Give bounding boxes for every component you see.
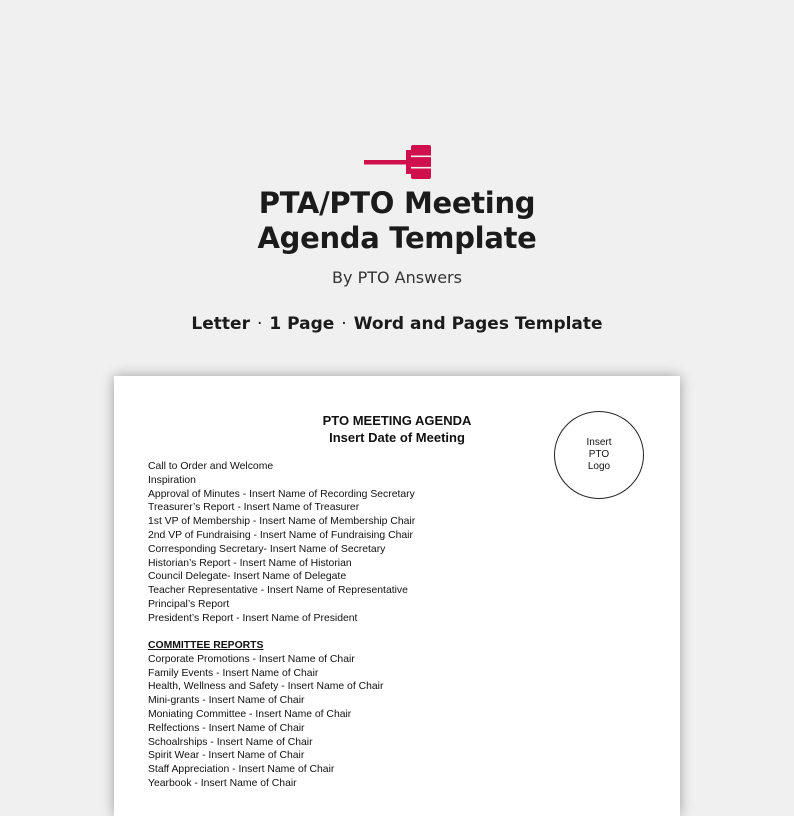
spec-format: Letter — [191, 314, 250, 334]
committee-item: Health, Wellness and Safety - Insert Name of Chair — [148, 681, 384, 693]
agenda-list — [148, 460, 415, 791]
committee-item: Moniating Committee - Insert Name of Chair — [148, 709, 352, 721]
committee-item: Spirit Wear - Insert Name of Chair — [148, 750, 305, 762]
byline: By PTO Answers — [332, 268, 462, 287]
committee-item: Relfections - Insert Name of Chair — [148, 722, 305, 734]
committee-item: Mini-grants - Insert Name of Chair — [148, 695, 305, 707]
committee-item: Schoalrships - Insert Name of Chair — [148, 736, 313, 748]
title-line-1: PTA/PTO Meeting — [258, 186, 536, 220]
agenda-item: Inspiration — [148, 474, 196, 486]
spec-pages: 1 Page — [269, 314, 335, 334]
spec-separator: · — [256, 314, 263, 334]
document-preview — [114, 376, 680, 816]
agenda-item: President’s Report - Insert Name of President — [148, 612, 358, 624]
agenda-item: Council Delegate- Insert Name of Delegate — [148, 571, 347, 583]
committee-reports-heading: COMMITTEE REPORTS — [148, 640, 264, 652]
spec-template-type: Word and Pages Template — [353, 314, 603, 334]
agenda-item: Call to Order and Welcome — [148, 461, 274, 472]
agenda-date: Insert Date of Meeting — [329, 430, 465, 445]
gavel-icon — [364, 145, 432, 179]
logo-text-line: Logo — [587, 461, 611, 472]
committee-item: Staff Appreciation - Insert Name of Chair — [148, 764, 335, 776]
agenda-item: Teacher Representative - Insert Name of Representative — [148, 585, 408, 597]
spec-separator: · — [341, 314, 347, 334]
committee-item: Corporate Promotions - Insert Name of Chair — [148, 653, 355, 665]
page-title — [0, 186, 794, 256]
committee-item: Yearbook - Insert Name of Chair — [148, 778, 297, 790]
agenda-title: PTO MEETING AGENDA — [322, 413, 472, 428]
agenda-item: Treasurer’s Report - Insert Name of Treasurer — [148, 502, 360, 514]
logo-text-line: Insert — [586, 437, 612, 448]
logo-placeholder — [554, 411, 644, 499]
agenda-item: Corresponding Secretary- Insert Name of Secretary — [148, 543, 386, 555]
logo-text-line: PTO — [588, 449, 610, 460]
agenda-item: 1st VP of Membership - Insert Name of Membership Chair — [148, 516, 416, 528]
agenda-item: Historian’s Report - Insert Name of Historian — [148, 557, 352, 569]
title-line-2: Agenda Template — [257, 221, 537, 255]
committee-item: Family Events - Insert Name of Chair — [148, 667, 319, 679]
agenda-item: Approval of Minutes - Insert Name of Recording Secretary — [148, 488, 415, 500]
agenda-item: 2nd VP of Fundraising - Insert Name of Fundraising Chair — [148, 529, 413, 541]
product-specs — [0, 314, 794, 334]
agenda-item: Principal’s Report — [148, 598, 230, 610]
